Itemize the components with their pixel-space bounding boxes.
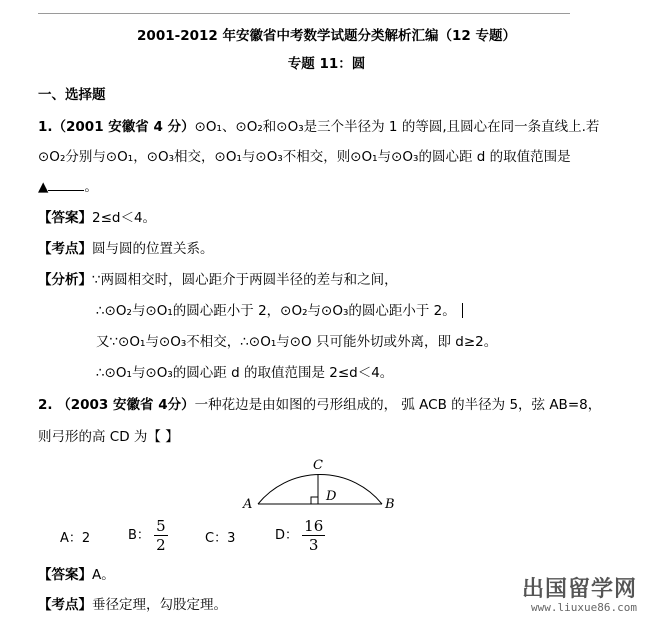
option-b — [128, 517, 168, 554]
q2-point — [38, 596, 227, 614]
q1-analysis-line-1: ∵两圆相交时，圆心距介于两圆半径的差与和之间， — [92, 272, 398, 288]
q1-line-1 — [38, 118, 599, 136]
q2-line-1 — [38, 396, 601, 414]
q1-answer — [38, 209, 156, 227]
option-d-fraction — [302, 517, 325, 554]
q1-point-tag: 【考点】 — [38, 241, 92, 257]
document-subtitle: 专题 11：圆 — [287, 56, 366, 72]
q1-blank-mark: ▲ — [38, 179, 49, 195]
arc-acb — [258, 475, 382, 504]
q2-point-text: 垂径定理，勾股定理。 — [92, 597, 227, 613]
q1-analysis-line-2-text: ∴⊙O₂与⊙O₁的圆心距小于 2，⊙O₂与⊙O₃的圆心距小于 2。 — [96, 303, 456, 319]
option-b-numerator: 5 — [156, 517, 166, 535]
text-cursor — [462, 303, 463, 318]
watermark — [522, 572, 637, 614]
q2-point-tag: 【考点】 — [38, 597, 92, 613]
q1-line-3 — [38, 178, 98, 196]
label-a: A — [243, 497, 253, 512]
option-b-fraction — [154, 517, 168, 554]
option-a: A：2 — [60, 531, 91, 546]
q1-line-3-end: 。 — [84, 179, 98, 195]
q1-text-1: ⊙O₁、⊙O₂和⊙O₃是三个半径为 1 的等圆,且圆心在同一条直线上.若 — [194, 119, 600, 135]
right-angle-mark — [311, 497, 318, 504]
q2-answer-tag: 【答案】 — [38, 567, 92, 583]
q1-analysis — [38, 271, 398, 289]
option-b-denominator: 2 — [156, 536, 166, 554]
q1-line-2: ⊙O₂分别与⊙O₁，⊙O₃相交，⊙O₁与⊙O₃不相交，则⊙O₁与⊙O₃的圆心距 d 的取值范围是 — [38, 149, 571, 165]
label-c: C — [313, 458, 323, 473]
q1-analysis-tag: 【分析】 — [38, 272, 92, 288]
option-d-label: D： — [275, 528, 299, 543]
q1-answer-tag: 【答案】 — [38, 210, 92, 226]
option-b-label: B： — [128, 528, 150, 543]
q2-answer — [38, 566, 115, 584]
option-d — [275, 517, 325, 554]
q1-analysis-line-4: ∴⊙O₁与⊙O₃的圆心距 d 的取值范围是 2≤d＜4。 — [96, 365, 394, 381]
header-rule — [38, 13, 570, 14]
q1-point-text: 圆与圆的位置关系。 — [92, 241, 214, 257]
q1-analysis-line-3: 又∵⊙O₁与⊙O₃不相交，∴⊙O₁与⊙O 只可能外切或外离，即 d≥2。 — [96, 334, 498, 350]
label-d: D — [326, 489, 337, 504]
watermark-url: www.liuxue86.com — [531, 601, 637, 614]
label-b: B — [385, 497, 395, 512]
segment-figure — [240, 456, 400, 514]
q1-point — [38, 240, 214, 258]
option-d-denominator: 3 — [308, 536, 319, 554]
option-c: C：3 — [205, 531, 236, 546]
option-d-numerator: 16 — [304, 517, 324, 535]
q1-source: 1.（2001 安徽省 4 分） — [38, 119, 195, 135]
q2-line-2: 则弓形的高 CD 为【 】 — [38, 429, 179, 445]
q1-answer-text: 2≤d＜4。 — [92, 210, 157, 226]
q1-analysis-line-2 — [96, 302, 463, 320]
watermark-text: 出国留学网 — [521, 577, 637, 602]
section-heading: 一、选择题 — [38, 87, 106, 103]
q2-text-1: 一种花边是由如图的弓形组成的， 弧 ACB 的半径为 5，弦 AB=8， — [194, 397, 602, 413]
document-title: 2001-2012 年安徽省中考数学试题分类解析汇编（12 专题） — [137, 28, 516, 44]
q2-source: 2. （2003 安徽省 4分） — [38, 397, 195, 413]
q1-blank-line — [48, 178, 84, 191]
q2-answer-text: A。 — [92, 567, 115, 583]
